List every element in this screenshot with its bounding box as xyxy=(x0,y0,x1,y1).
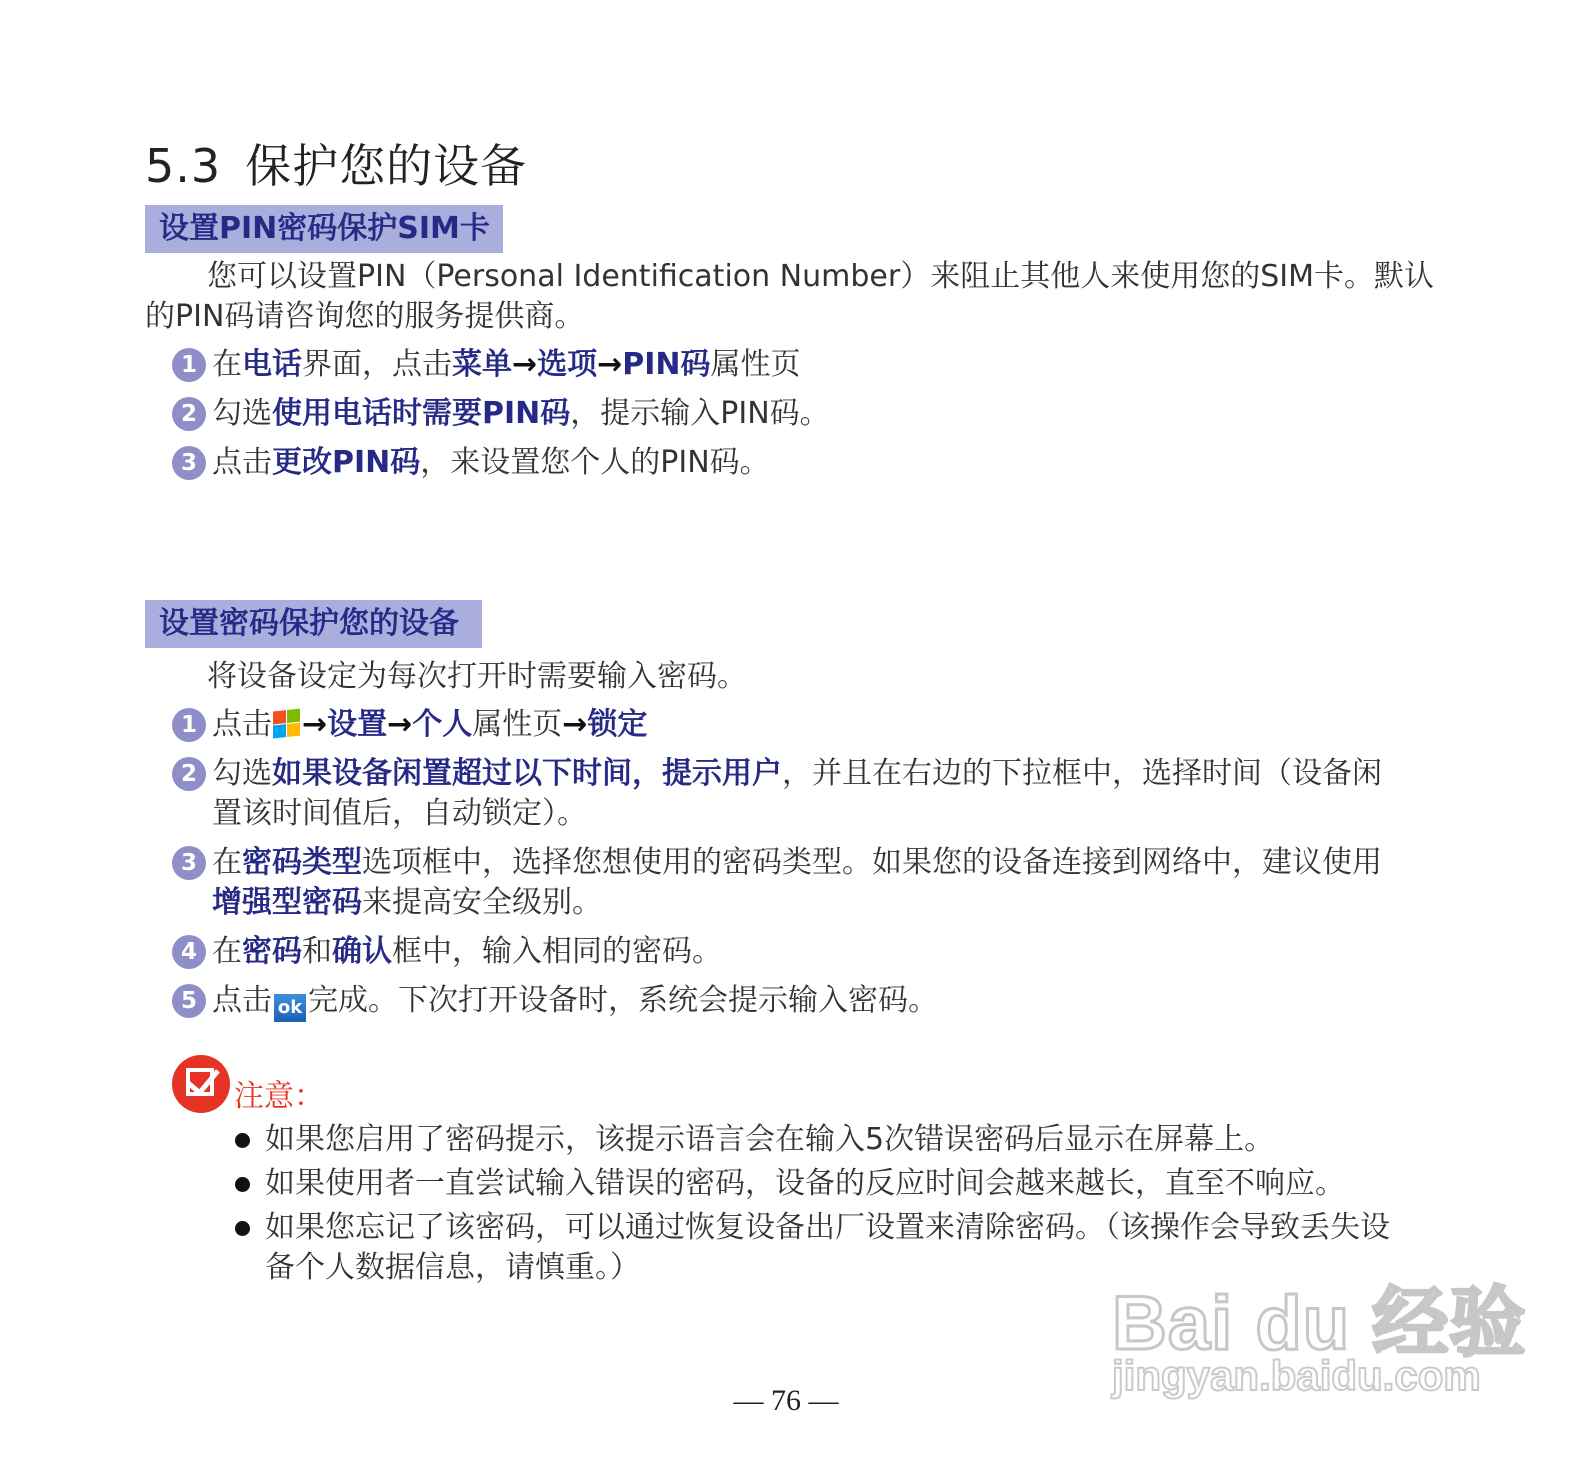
step-text: 框中，输入相同的密码。 xyxy=(392,934,722,969)
windows-start-icon xyxy=(272,706,302,739)
step-text: ，来设置您个人的PIN码。 xyxy=(420,445,770,480)
pin-intro-paragraph: 您可以设置PIN（Personal Identification Number）来阻止其他人来使用您的SIM卡。默认的PIN码请咨询您的服务提供商。 xyxy=(145,259,1434,334)
step-text: 在 xyxy=(212,347,242,382)
note-item xyxy=(233,1164,1408,1204)
bullet-icon xyxy=(235,1177,250,1192)
password-step-5 xyxy=(172,981,1402,1022)
step-number-badge: 4 xyxy=(172,935,206,969)
step-text: 和 xyxy=(302,934,332,969)
subheading-pin: 设置PIN密码保护SIM卡 xyxy=(145,205,503,253)
ui-term-change-pin: 更改PIN码 xyxy=(272,445,421,480)
note-label: 注意： xyxy=(234,1079,324,1114)
step-text: 点击 xyxy=(212,707,272,742)
ui-term-lock: 锁定 xyxy=(587,707,648,742)
step-text: 属性页 xyxy=(710,347,801,382)
note-item xyxy=(233,1120,1408,1160)
pin-step-2 xyxy=(172,394,1402,434)
note-list xyxy=(233,1120,1408,1292)
pin-step-3 xyxy=(172,443,1402,483)
page-number: — 76 — xyxy=(733,1384,839,1417)
step-text: ，并且在右边的下拉框中，选择时间（设备闲置该时间值后，自动锁定）。 xyxy=(212,756,1382,831)
password-step-4 xyxy=(172,932,1402,972)
step-text: 完成。下次打开设备时，系统会提示输入密码。 xyxy=(308,983,938,1018)
section-title-text: 保护您的设备 xyxy=(245,139,528,193)
ui-term-idle-prompt: 如果设备闲置超过以下时间，提示用户 xyxy=(272,756,782,791)
note-item xyxy=(233,1208,1408,1288)
step-number-badge: 5 xyxy=(172,984,206,1018)
password-step-1 xyxy=(172,705,1402,745)
ui-term-password: 密码 xyxy=(242,934,302,969)
arrow-icon: → xyxy=(302,707,328,742)
step-text: 来提高安全级别。 xyxy=(362,885,602,920)
bullet-icon xyxy=(235,1133,250,1148)
step-text: 在 xyxy=(212,845,242,880)
arrow-icon: → xyxy=(597,347,623,382)
password-steps-list xyxy=(172,705,1402,1031)
watermark-url: jingyan.baidu.com xyxy=(1112,1352,1481,1399)
step-text: 勾选 xyxy=(212,756,272,791)
step-number-badge: 2 xyxy=(172,757,206,791)
section-title xyxy=(145,130,527,196)
watermark-brand: Bai du 经验 xyxy=(1112,1281,1527,1366)
ui-term-personal: 个人 xyxy=(412,707,473,742)
step-text: 点击 xyxy=(212,983,272,1018)
note-text: 如果使用者一直尝试输入错误的密码，设备的反应时间会越来越长，直至不响应。 xyxy=(265,1166,1345,1201)
ui-term-strong-password: 增强型密码 xyxy=(212,885,362,920)
ui-term-require-pin: 使用电话时需要PIN码 xyxy=(272,396,571,431)
step-text: 在 xyxy=(212,934,242,969)
note-text: 如果您启用了密码提示，该提示语言会在输入5次错误密码后显示在屏幕上。 xyxy=(265,1122,1275,1157)
ui-term-menu: 菜单 xyxy=(452,347,512,382)
step-text: 点击 xyxy=(212,445,272,480)
arrow-icon: → xyxy=(387,707,413,742)
ui-term-pin-code: PIN码 xyxy=(622,347,711,382)
note-text: 如果您忘记了该密码，可以通过恢复设备出厂设置来清除密码。（该操作会导致丢失设备个人数据信息，请慎重。） xyxy=(265,1210,1390,1285)
ui-term-settings: 设置 xyxy=(327,707,388,742)
password-step-3 xyxy=(172,843,1402,923)
step-number-badge: 3 xyxy=(172,446,206,480)
step-text: 界面，点击 xyxy=(302,347,452,382)
ui-term-confirm: 确认 xyxy=(332,934,392,969)
bullet-icon xyxy=(235,1221,250,1236)
section-number: 5.3 xyxy=(145,139,222,193)
ui-term-options: 选项 xyxy=(537,347,598,382)
password-step-2 xyxy=(172,754,1402,834)
ui-term-password-type: 密码类型 xyxy=(242,845,362,880)
password-intro-paragraph: 将设备设定为每次打开时需要输入密码。 xyxy=(207,659,747,694)
arrow-icon: → xyxy=(562,707,588,742)
arrow-icon: → xyxy=(512,347,538,382)
step-number-badge: 1 xyxy=(172,708,206,742)
pin-step-1 xyxy=(172,345,1402,385)
step-number-badge: 2 xyxy=(172,397,206,431)
step-text: 选项框中，选择您想使用的密码类型。如果您的设备连接到网络中，建议使用 xyxy=(362,845,1382,880)
pin-steps-list xyxy=(172,345,1402,492)
step-text: ，提示输入PIN码。 xyxy=(570,396,830,431)
step-number-badge: 1 xyxy=(172,348,206,382)
step-text: 属性页 xyxy=(472,707,563,742)
ok-button-icon: ok xyxy=(274,994,306,1022)
checkbox-note-icon xyxy=(172,1055,230,1113)
ui-term-phone: 电话 xyxy=(242,347,302,382)
subheading-password: 设置密码保护您的设备 xyxy=(145,600,482,648)
step-text: 勾选 xyxy=(212,396,272,431)
step-number-badge: 3 xyxy=(172,846,206,880)
